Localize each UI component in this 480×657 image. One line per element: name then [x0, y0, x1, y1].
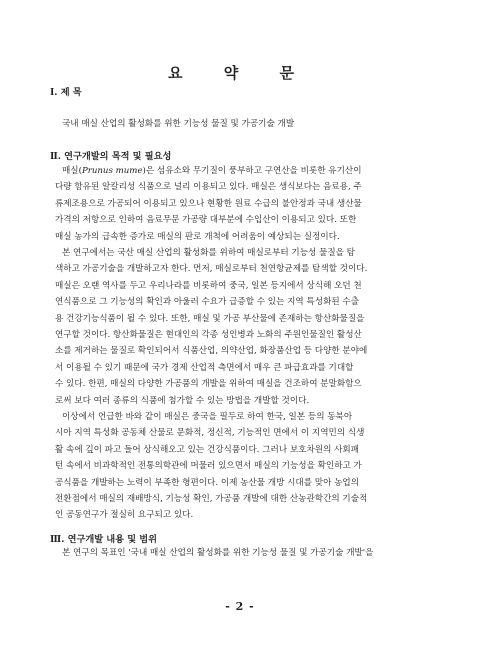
body-line: 다량 함유된 알칼리성 식품으로 널리 이용되고 있다. 매실은 생식보다는 음료용, 주 [55, 182, 362, 193]
body-line: 류제조용으로 가공되어 이용되고 있으나 현황한 원료 수급의 불안정과 국내 생산물 [55, 198, 362, 209]
page-title: 요 약 문 [168, 64, 312, 82]
body-line: 연식품으로 그 기능성의 확인과 아울러 수요가 급증할 수 있는 지역 특성화된 수출 [55, 297, 360, 308]
body-line: 매실(Prunus mume)은 섬유소와 무기질이 풍부하고 구연산을 비롯한 유기산이 [62, 166, 362, 176]
body-line: 전환점에서 매실의 재배방식, 기능성 확인, 가공품 개발에 대한 산농관학간의 기술적 [55, 494, 368, 504]
page-number: - 2 - [225, 600, 255, 613]
body-line: 이상에서 언급한 바와 같이 매실은 중국을 필두로 하여 한국, 일본 등의 동북아 [62, 412, 353, 422]
body-line: 용 건강기능식품이 될 수 있다. 또한, 매실 및 가공 부산물에 존재하는 항산화물질을 [55, 313, 365, 324]
body-line: 연구할 것이다. 항산화물질은 현대인의 각종 성인병과 노화의 주원인물질인 활성산 [55, 330, 362, 340]
body-line: 턴 속에서 비과학적인 전통의학관에 머물러 있으면서 매실의 기능성을 확인하고 가 [55, 461, 362, 472]
body-line: 서 이용될 수 있기 때문에 국가 경제 산업적 측면에서 매우 큰 파급효과를 기대할 [55, 362, 354, 373]
body-line: 본 연구에서는 국산 매실 산업의 활성화를 위하여 매실로부터 기능성 물질을 탐 [62, 248, 355, 258]
body-line: 소를 제거하는 물질로 확인되어서 식품산업, 의약산업, 화장품산업 등 다양한 분야에 [55, 346, 368, 357]
body-line: 인 공동연구가 절실히 요구되고 있다. [55, 510, 194, 521]
section-heading-purpose: Ⅱ. 연구개발의 목적 및 필요성 [50, 151, 172, 162]
body-line: 본 연구의 목표인 '국내 매실 산업의 활성화를 위한 기능성 물질 및 가공기술 개발'을 [62, 548, 374, 558]
body-line: 수 있다. 한편, 매실의 다양한 가공품의 개발을 위하여 매실을 건조하여 분말화함으 [55, 379, 362, 390]
body-line: 매실은 오랜 역사를 두고 우리나라를 비롯하여 중국, 일본 등지에서 상식해 오던 천 [55, 280, 362, 291]
project-title-text: 국내 매실 산업의 활성화를 위한 기능성 물질 및 가공기술 개발 [62, 119, 295, 129]
body-line: 매실 농가의 급속한 증가로 매실의 판로 개척에 어려움이 예상되는 실정이다. [55, 231, 340, 242]
body-line: 가격의 저항으로 인하여 음료무문 가공량 대부분에 수입산이 이용되고 있다. 또한 [55, 215, 357, 226]
body-line: 시아 지역 특성화 공동체 산물로 문화적, 정신적, 기능적인 면에서 이 지역민의 식생 [55, 428, 365, 439]
body-line: 색하고 가공기술을 개발하고자 한다. 먼저, 매실로부터 천연항균제를 탐색할 것이다. [55, 264, 368, 275]
section-heading-scope: Ⅲ. 연구개발 내용 및 범위 [50, 534, 158, 545]
body-line: 활 속에 깊이 파고 들어 상식해오고 있는 건강식품이다. 그러나 보호차원의 사회패 [55, 444, 360, 455]
body-line: 로써 보다 여러 종류의 식품에 첨가할 수 있는 방법을 개발할 것이다. [55, 395, 310, 406]
body-line: 공식품을 개발하는 노력이 부족한 형편이다. 이제 농산물 개방 시대를 맞아 농업의 [55, 477, 360, 488]
section-heading-title: Ⅰ. 제 목 [50, 87, 82, 98]
